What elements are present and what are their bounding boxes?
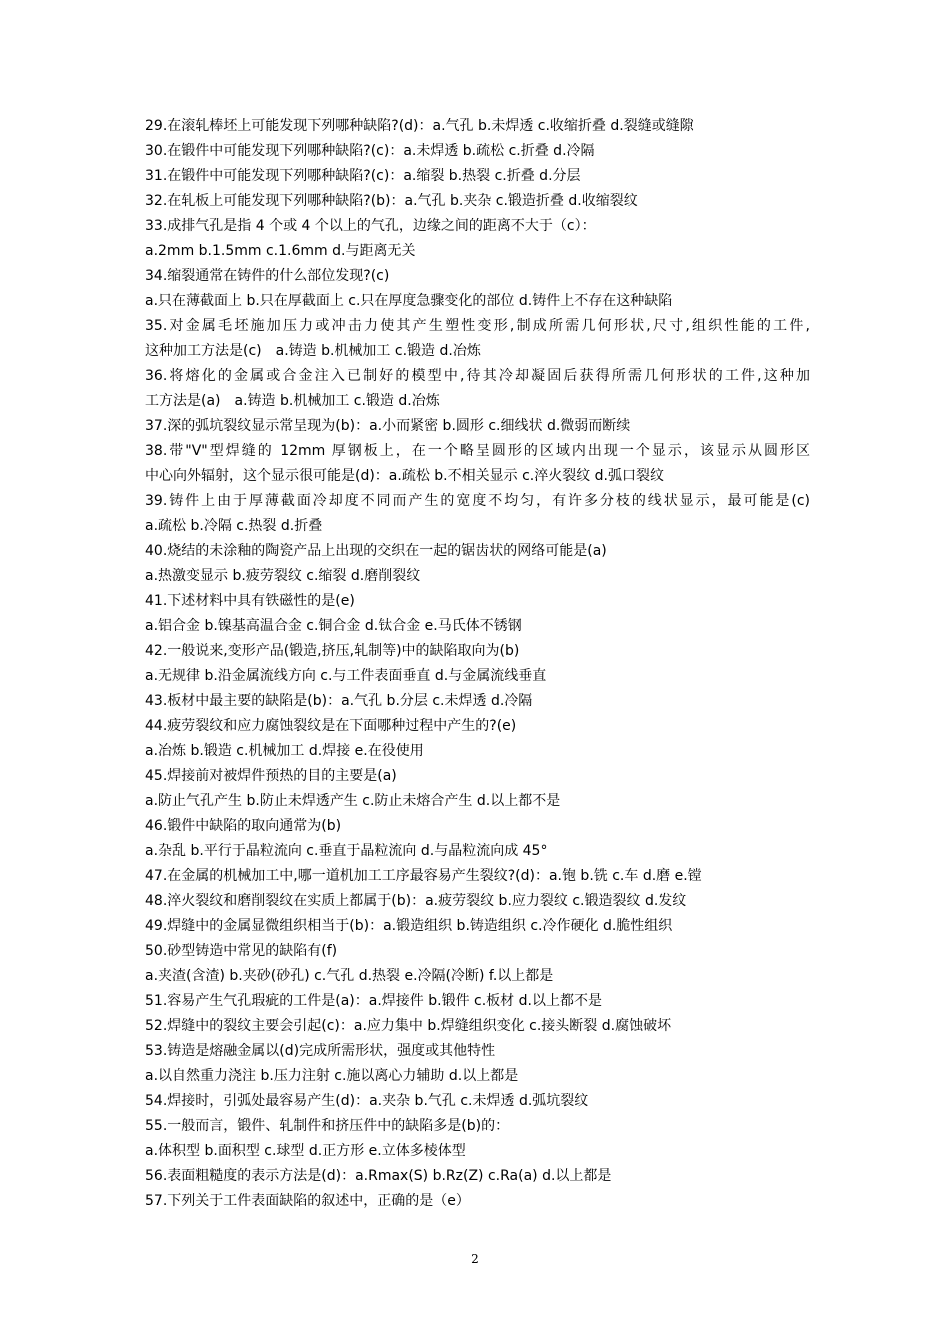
text-line: 这种加工方法是(c) a.铸造 b.机械加工 c.锻造 d.冶炼: [145, 343, 481, 359]
text-line: 45.焊接前对被焊件预热的目的主要是(a): [145, 768, 397, 784]
text-line: 38.带"V"型焊缝的 12mm 厚钢板上，在一个略呈圆形的区域内出现一个显示，该显示从圆形区: [145, 443, 810, 459]
text-line: 41.下述材料中具有铁磁性的是(e): [145, 593, 355, 609]
text-line: 37.深的弧坑裂纹显示常呈现为(b)：a.小而紧密 b.圆形 c.细线状 d.微弱而断续: [145, 418, 631, 434]
text-line: 32.在轧板上可能发现下列哪种缺陷?(b)：a.气孔 b.夹杂 c.锻造折叠 d.收缩裂纹: [145, 193, 638, 209]
text-line: 30.在锻件中可能发现下列哪种缺陷?(c)：a.未焊透 b.疏松 c.折叠 d.冷隔: [145, 143, 595, 159]
text-line: a.夹渣(含渣) b.夹砂(砂孔) c.气孔 d.热裂 e.冷隔(冷断) f.以上都是: [145, 968, 554, 984]
text-line: 49.焊缝中的金属显微组织相当于(b)：a.锻造组织 b.铸造组织 c.冷作硬化 d.脆性组织: [145, 918, 673, 934]
text-line: 54.焊接时，引弧处最容易产生(d)：a.夹杂 b.气孔 c.未焊透 d.弧坑裂纹: [145, 1093, 589, 1109]
text-line: 52.焊缝中的裂纹主要会引起(c)：a.应力集中 b.焊缝组织变化 c.接头断裂 d.腐蚀破坏: [145, 1018, 672, 1034]
text-line: 34.缩裂通常在铸件的什么部位发现?(c): [145, 268, 390, 284]
text-line: 48.淬火裂纹和磨削裂纹在实质上都属于(b)：a.疲劳裂纹 b.应力裂纹 c.锻造裂纹 d.发纹: [145, 893, 687, 909]
text-line: 35.对金属毛坯施加压力或冲击力使其产生塑性变形,制成所需几何形状,尺寸,组织性能的工件,: [145, 318, 810, 334]
text-line: 42.一般说来,变形产品(锻造,挤压,轧制等)中的缺陷取向为(b): [145, 643, 520, 659]
text-line: 50.砂型铸造中常见的缺陷有(f): [145, 943, 338, 959]
text-line: 51.容易产生气孔瑕疵的工件是(a)：a.焊接件 b.锻件 c.板材 d.以上都不是: [145, 993, 602, 1009]
text-line: 43.板材中最主要的缺陷是(b)：a.气孔 b.分层 c.未焊透 d.冷隔: [145, 693, 533, 709]
text-line: a.疏松 b.冷隔 c.热裂 d.折叠: [145, 518, 323, 534]
text-line: a.体积型 b.面积型 c.球型 d.正方形 e.立体多棱体型: [145, 1143, 466, 1159]
text-line: a.热激变显示 b.疲劳裂纹 c.缩裂 d.磨削裂纹: [145, 568, 421, 584]
text-line: 36.将熔化的金属或合金注入已制好的模型中,待其冷却凝固后获得所需几何形状的工件,这种加: [145, 368, 810, 384]
text-line: a.杂乱 b.平行于晶粒流向 c.垂直于晶粒流向 d.与晶粒流向成 45°: [145, 843, 548, 859]
text-line: a.2mm b.1.5mm c.1.6mm d.与距离无关: [145, 243, 416, 259]
text-line: a.铝合金 b.镍基高温合金 c.铜合金 d.钛合金 e.马氏体不锈钢: [145, 618, 522, 634]
text-line: 56.表面粗糙度的表示方法是(d)：a.Rmax(S) b.Rz(Z) c.Ra(a) d.以上都是: [145, 1168, 612, 1184]
text-line: 47.在金属的机械加工中,哪一道机加工工序最容易产生裂纹?(d)：a.铇 b.铣 c.车 d.磨 e.镗: [145, 868, 702, 884]
text-line: 39.铸件上由于厚薄截面冷却度不同而产生的宽度不均匀，有许多分枝的线状显示，最可能是(c): [145, 493, 810, 509]
text-line: 40.烧结的未涂釉的陶瓷产品上出现的交织在一起的锯齿状的网络可能是(a): [145, 543, 607, 559]
text-line: 29.在滚轧棒坯上可能发现下列哪种缺陷?(d)：a.气孔 b.未焊透 c.收缩折叠 d.裂缝或缝隙: [145, 118, 694, 134]
text-line: 55.一般而言，锻件、轧制件和挤压件中的缺陷多是(b)的：: [145, 1118, 510, 1134]
text-line: 44.疲劳裂纹和应力腐蚀裂纹是在下面哪种过程中产生的?(e): [145, 718, 517, 734]
text-line: 工方法是(a) a.铸造 b.机械加工 c.锻造 d.冶炼: [145, 393, 440, 409]
text-line: 46.锻件中缺陷的取向通常为(b): [145, 818, 342, 834]
text-line: 33.成排气孔是指 4 个或 4 个以上的气孔，边缘之间的距离不大于（c）：: [145, 218, 596, 234]
text-line: a.以自然重力浇注 b.压力注射 c.施以离心力辅助 d.以上都是: [145, 1068, 519, 1084]
page-number: 2: [471, 1252, 479, 1266]
text-line: a.只在薄截面上 b.只在厚截面上 c.只在厚度急骤变化的部位 d.铸件上不存在这种缺陷: [145, 293, 673, 309]
text-line: a.无规律 b.沿金属流线方向 c.与工件表面垂直 d.与金属流线垂直: [145, 668, 547, 684]
text-line: a.冶炼 b.锻造 c.机械加工 d.焊接 e.在役使用: [145, 743, 424, 759]
question-list: [145, 114, 810, 1214]
text-line: 57.下列关于工件表面缺陷的叙述中，正确的是（e）: [145, 1193, 470, 1209]
text-line: 53.铸造是熔融金属以(d)完成所需形状，强度或其他特性: [145, 1043, 496, 1059]
text-line: 中心向外辐射，这个显示很可能是(d)：a.疏松 b.不相关显示 c.淬火裂纹 d.弧口裂纹: [145, 468, 665, 484]
text-line: a.防止气孔产生 b.防止未焊透产生 c.防止未熔合产生 d.以上都不是: [145, 793, 561, 809]
text-line: 31.在锻件中可能发现下列哪种缺陷?(c)：a.缩裂 b.热裂 c.折叠 d.分层: [145, 168, 581, 184]
